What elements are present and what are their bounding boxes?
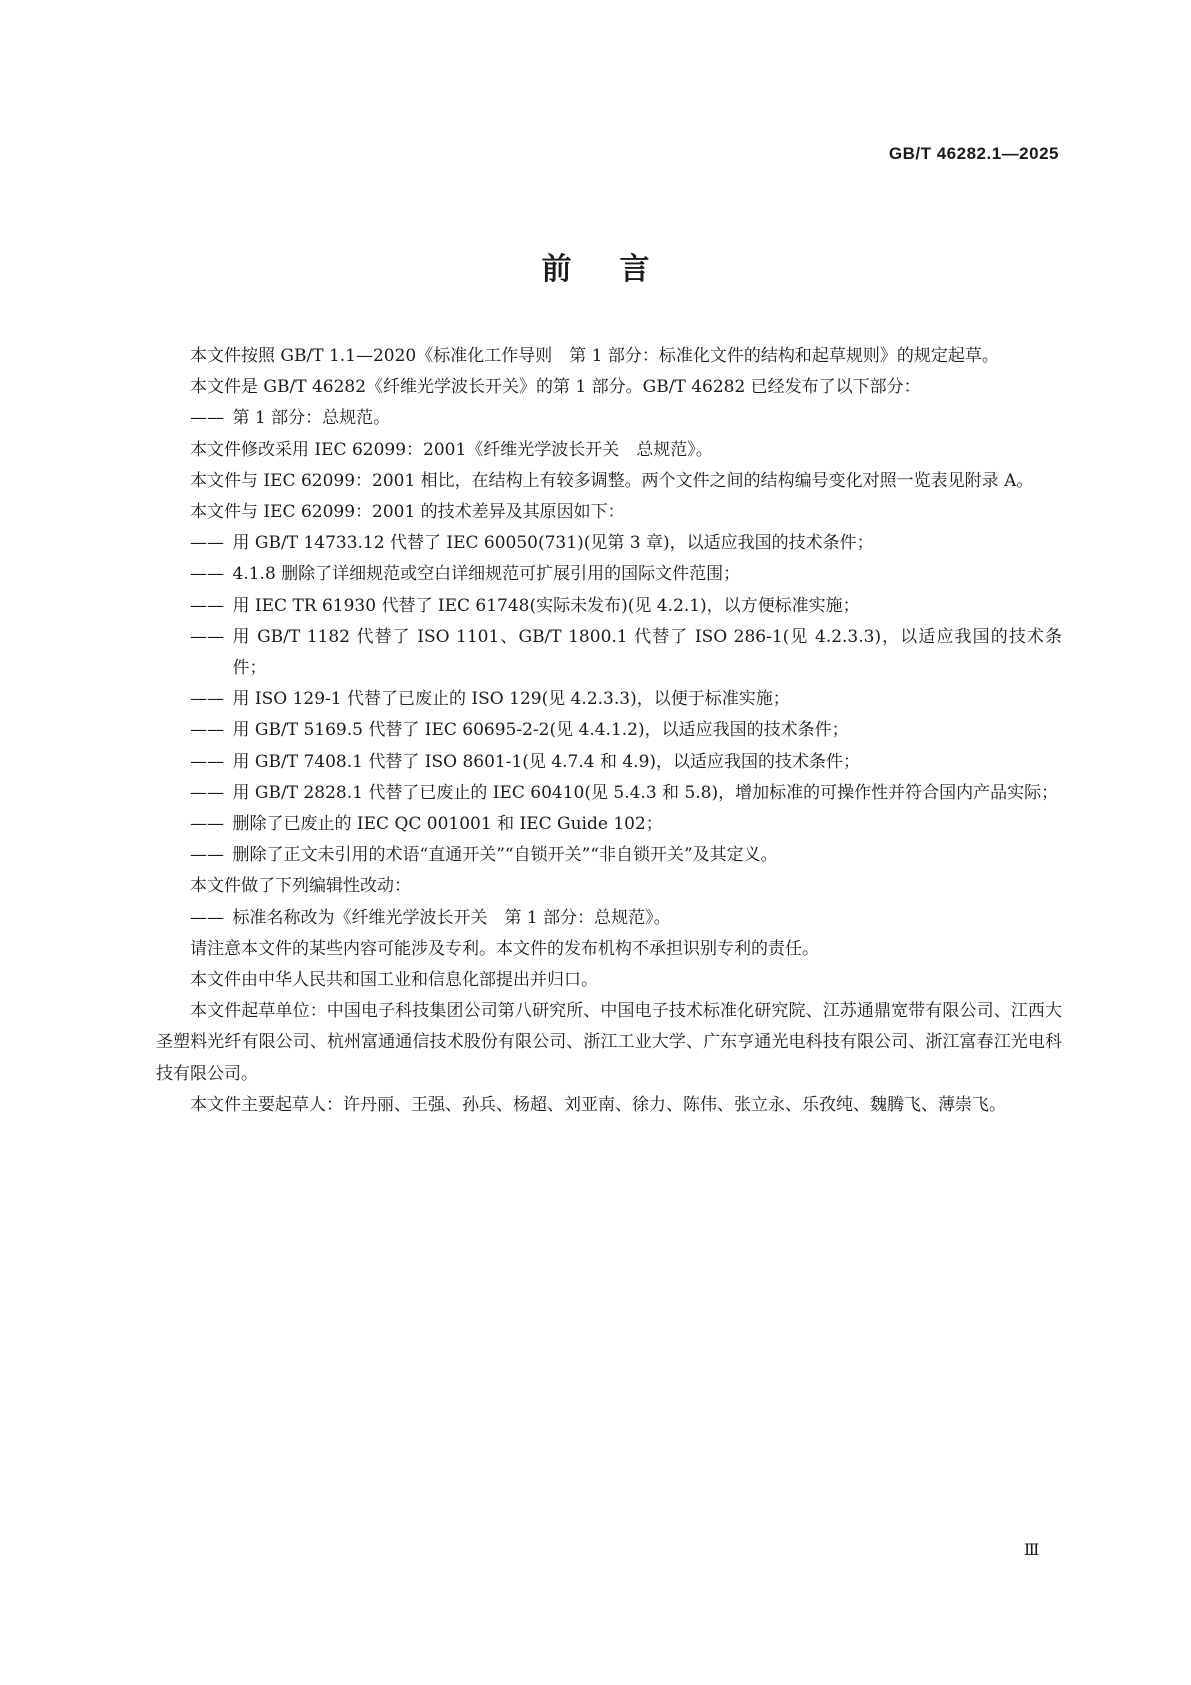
- paragraph-drafting-units: 本文件起草单位：中国电子科技集团公司第八研究所、中国电子技术标准化研究院、江苏通鼎宽带有限公司、江西大圣塑料光纤有限公司、杭州富通通信技术股份有限公司、浙江工业大学、广东亨通光电科技有限公司、浙江富春江光电科技有限公司。: [156, 1001, 1062, 1084]
- dash-marker: ——: [190, 782, 224, 803]
- dash-marker: ——: [190, 845, 224, 866]
- paragraph-tech-differences: 本文件与 IEC 62099：2001 的技术差异及其原因如下：: [190, 502, 625, 523]
- list-item-text: 用 ISO 129-1 代替了已废止的 ISO 129(见 4.2.3.3)，以便于标准实施；: [232, 689, 790, 710]
- list-item: [156, 778, 1062, 809]
- paragraph-drafting-basis: 本文件按照 GB/T 1.1—2020《标准化工作导则 第 1 部分：标准化文件的结构和起草规则》的规定起草。: [190, 346, 999, 366]
- paragraph-series-info: 本文件是 GB/T 46282《纤维光学波长开关》的第 1 部分。GB/T 46282 已经发布了以下部分：: [190, 377, 921, 398]
- list-item: [156, 747, 1062, 778]
- dash-marker: ——: [190, 533, 224, 554]
- dash-marker: ——: [190, 814, 224, 835]
- dash-marker: ——: [190, 751, 224, 772]
- list-item-text: 用 GB/T 7408.1 代替了 ISO 8601-1(见 4.7.4 和 4.9)，以适应我国的技术条件；: [232, 751, 861, 772]
- list-item: [156, 559, 1062, 590]
- list-item: [156, 715, 1062, 746]
- paragraph-patent-notice: 请注意本文件的某些内容可能涉及专利。本文件的发布机构不承担识别专利的责任。: [190, 938, 819, 959]
- page-number: Ⅲ: [1024, 1540, 1040, 1559]
- dash-marker: ——: [190, 626, 224, 647]
- list-item-text: 用 GB/T 1182 代替了 ISO 1101、GB/T 1800.1 代替了 ISO 286-1(见 4.2.3.3)，以适应我国的技术条件；: [232, 626, 1062, 679]
- list-item-text: 用 IEC TR 61930 代替了 IEC 61748(实际未发布)(见 4.2.1)，以方便标准实施；: [232, 595, 860, 616]
- list-item-text: 用 GB/T 14733.12 代替了 IEC 60050(731)(见第 3 章)，以适应我国的技术条件；: [232, 533, 874, 554]
- list-item-text: 标准名称改为《纤维光学波长开关 第 1 部分：总规范》。: [232, 907, 671, 928]
- dash-marker: ——: [190, 564, 224, 585]
- list-item-text: 第 1 部分：总规范。: [232, 408, 391, 429]
- list-item: [156, 684, 1062, 715]
- list-item: [156, 403, 1062, 434]
- list-item-text: 用 GB/T 5169.5 代替了 IEC 60695-2-2(见 4.4.1.2)，以适应我国的技术条件；: [232, 720, 849, 741]
- list-item-text: 4.1.8 删除了详细规范或空白详细规范可扩展引用的国际文件范围；: [232, 564, 741, 585]
- dash-marker: ——: [190, 720, 224, 741]
- list-item-text: 用 GB/T 2828.1 代替了已废止的 IEC 60410(见 5.4.3 和 5.8)，增加标准的可操作性并符合国内产品实际；: [232, 782, 1059, 803]
- dash-marker: ——: [190, 595, 224, 616]
- dash-marker: ——: [190, 689, 224, 710]
- dash-marker: ——: [190, 907, 224, 928]
- list-item: [156, 840, 1062, 871]
- paragraph-editorial-changes: 本文件做了下列编辑性改动：: [190, 876, 411, 897]
- foreword-body: [156, 341, 1062, 1121]
- list-item-text: 删除了正文未引用的术语“直通开关”“自锁开关”“非自锁开关”及其定义。: [232, 845, 778, 866]
- list-item: [156, 903, 1062, 934]
- standard-code: GB/T 46282.1—2025: [888, 144, 1059, 163]
- paragraph-structure-change: 本文件与 IEC 62099：2001 相比，在结构上有较多调整。两个文件之间的结构编号变化对照一览表见附录 A。: [190, 470, 1034, 491]
- paragraph-drafters: 本文件主要起草人：许丹丽、王强、孙兵、杨超、刘亚南、徐力、陈伟、张立永、乐孜纯、魏腾飞、薄崇飞。: [190, 1094, 1006, 1115]
- list-item: [156, 591, 1062, 622]
- list-item: [156, 528, 1062, 559]
- dash-marker: ——: [190, 408, 224, 429]
- list-item-text: 删除了已废止的 IEC QC 001001 和 IEC Guide 102；: [232, 814, 663, 835]
- page-title: 前言: [541, 252, 698, 287]
- paragraph-proposer: 本文件由中华人民共和国工业和信息化部提出并归口。: [190, 970, 598, 991]
- list-item: [156, 809, 1062, 840]
- list-item: [156, 622, 1062, 684]
- paragraph-adoption: 本文件修改采用 IEC 62099：2001《纤维光学波长开关 总规范》。: [190, 439, 713, 460]
